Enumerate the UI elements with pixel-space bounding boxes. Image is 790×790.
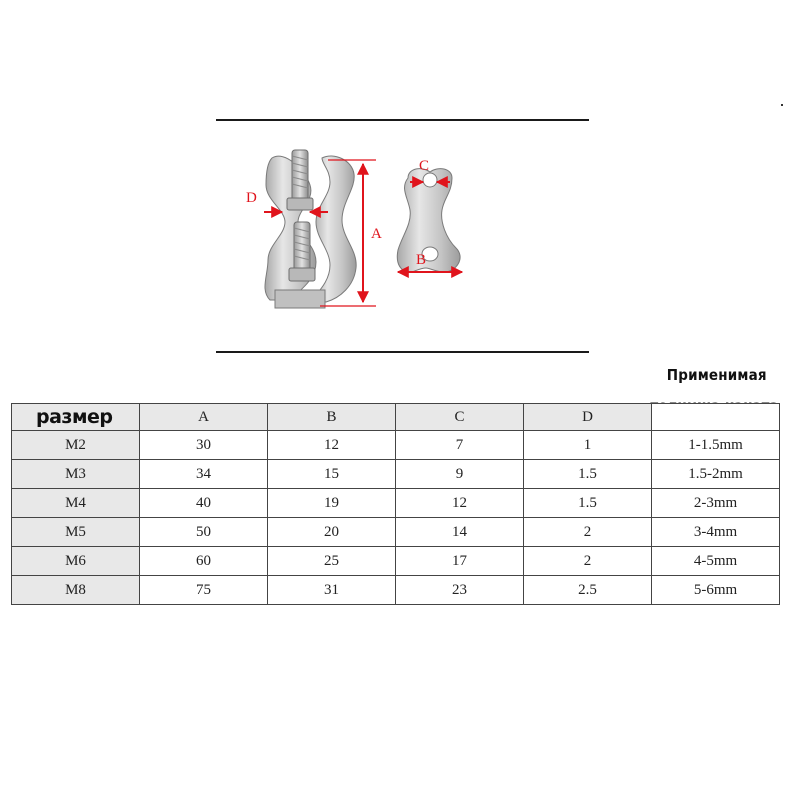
cell-size: M3 xyxy=(12,460,140,489)
dim-b-label: B xyxy=(416,252,427,268)
cell-c: 12 xyxy=(396,489,524,518)
cell-c: 7 xyxy=(396,431,524,460)
table-row xyxy=(12,518,780,547)
cell-size: M2 xyxy=(12,431,140,460)
stray-dot xyxy=(781,104,783,106)
cell-c: 23 xyxy=(396,576,524,605)
cell-b: 15 xyxy=(268,460,396,489)
cell-b: 19 xyxy=(268,489,396,518)
diagram-svg xyxy=(230,140,490,320)
header-size: размер xyxy=(12,404,140,431)
header-a: A xyxy=(140,404,268,431)
wire-rope-clip-diagram xyxy=(230,140,490,320)
header-b: B xyxy=(268,404,396,431)
table-row xyxy=(12,576,780,605)
cell-rope: 3-4mm xyxy=(652,518,780,547)
cell-a: 50 xyxy=(140,518,268,547)
cell-d: 1.5 xyxy=(524,489,652,518)
dim-a-label: A xyxy=(371,226,382,242)
cell-a: 75 xyxy=(140,576,268,605)
cell-size: M4 xyxy=(12,489,140,518)
cell-size: M8 xyxy=(12,576,140,605)
cell-b: 25 xyxy=(268,547,396,576)
cell-b: 12 xyxy=(268,431,396,460)
cell-size: M5 xyxy=(12,518,140,547)
size-table xyxy=(11,403,780,605)
cell-c: 14 xyxy=(396,518,524,547)
applicable-header-line1: Применимая xyxy=(666,366,767,384)
clip-plate xyxy=(397,169,460,273)
cell-d: 2 xyxy=(524,547,652,576)
cell-d: 1 xyxy=(524,431,652,460)
cell-c: 17 xyxy=(396,547,524,576)
cell-rope: 4-5mm xyxy=(652,547,780,576)
cell-rope: 5-6mm xyxy=(652,576,780,605)
bottom-divider xyxy=(216,351,589,353)
cell-rope: 1.5-2mm xyxy=(652,460,780,489)
dim-c-label: C xyxy=(419,158,430,174)
cell-d: 2 xyxy=(524,518,652,547)
cell-a: 40 xyxy=(140,489,268,518)
cell-size: M6 xyxy=(12,547,140,576)
cell-d: 2.5 xyxy=(524,576,652,605)
cell-c: 9 xyxy=(396,460,524,489)
cell-a: 34 xyxy=(140,460,268,489)
cell-b: 31 xyxy=(268,576,396,605)
header-rope-thickness xyxy=(652,404,780,431)
table-row xyxy=(12,489,780,518)
dim-d-label: D xyxy=(246,190,257,206)
clip-body xyxy=(265,150,356,308)
cell-rope: 1-1.5mm xyxy=(652,431,780,460)
table-header-row xyxy=(12,404,780,431)
cell-rope: 2-3mm xyxy=(652,489,780,518)
top-divider xyxy=(216,119,589,121)
table-row xyxy=(12,460,780,489)
cell-b: 20 xyxy=(268,518,396,547)
cell-a: 60 xyxy=(140,547,268,576)
header-d: D xyxy=(524,404,652,431)
table-row xyxy=(12,547,780,576)
cell-a: 30 xyxy=(140,431,268,460)
cell-d: 1.5 xyxy=(524,460,652,489)
header-c: C xyxy=(396,404,524,431)
table-row xyxy=(12,431,780,460)
